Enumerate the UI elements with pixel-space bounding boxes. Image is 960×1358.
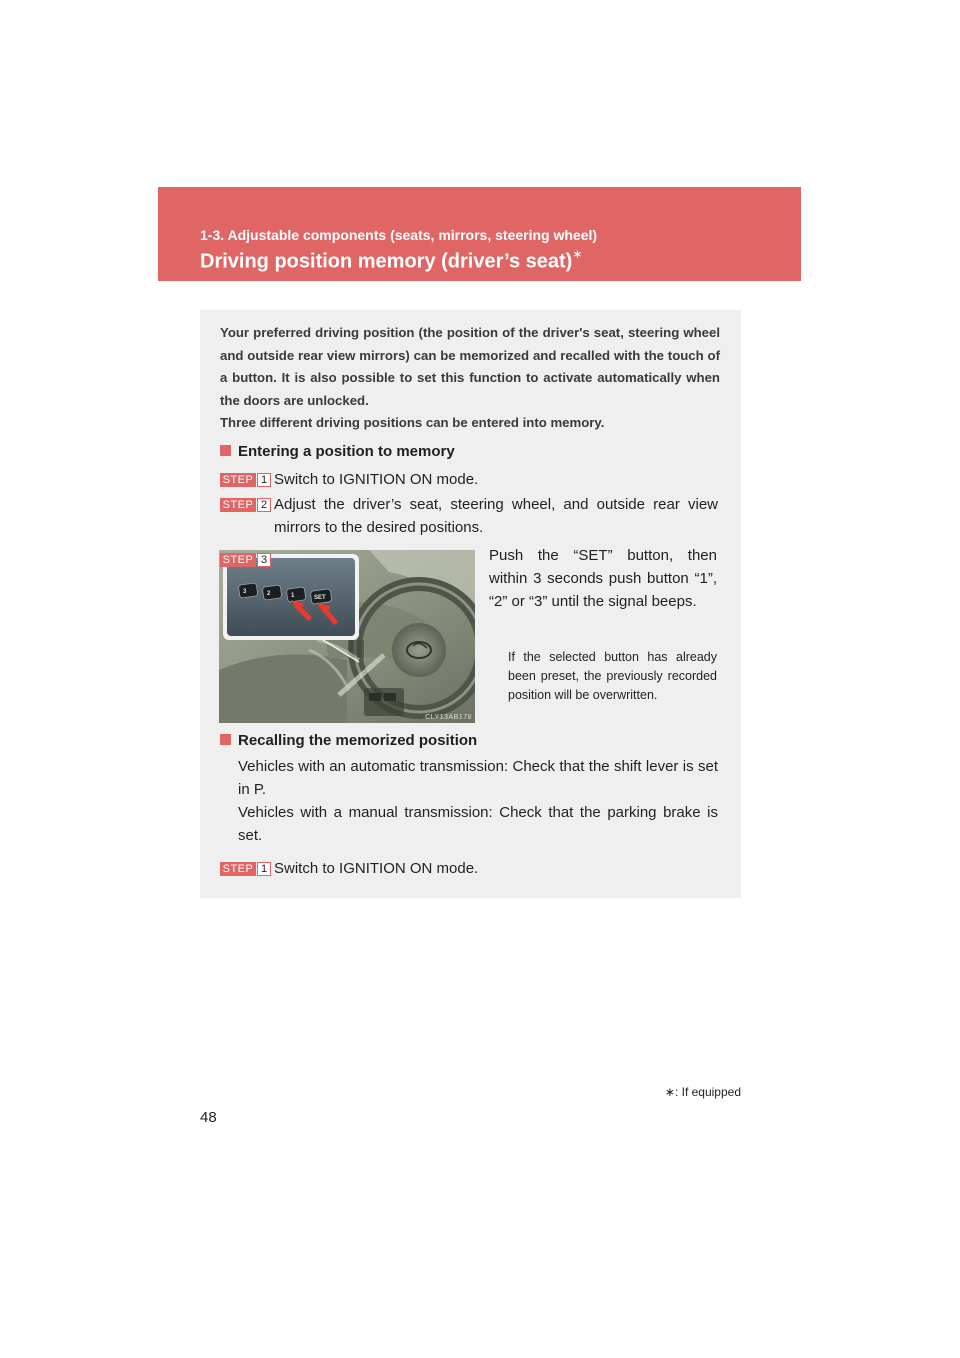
step-text: Switch to IGNITION ON mode. bbox=[274, 471, 479, 488]
door-panel-illustration bbox=[219, 550, 475, 723]
step-label: STEP bbox=[220, 553, 256, 567]
square-bullet-icon bbox=[220, 445, 231, 456]
figure-button-label: 2 bbox=[267, 591, 271, 597]
header-band bbox=[158, 187, 801, 281]
step-label: STEP bbox=[220, 862, 256, 876]
step-text: Switch to IGNITION ON mode. bbox=[274, 860, 479, 877]
step-number: 3 bbox=[257, 553, 271, 567]
recalling-body bbox=[238, 755, 718, 847]
figure-button-label: SET bbox=[314, 595, 326, 601]
recalling-heading bbox=[220, 732, 477, 749]
step-text: Push the “SET” button, then within 3 seconds push button “1”, “2” or “3” until the signal beeps. bbox=[489, 547, 717, 610]
intro-text bbox=[220, 322, 720, 435]
page-title-text: Driving position memory (driver’s seat) bbox=[200, 250, 573, 273]
entering-heading-text: Entering a position to memory bbox=[238, 443, 455, 460]
step-number: 1 bbox=[257, 473, 271, 487]
recalling-heading-text: Recalling the memorized position bbox=[238, 732, 478, 749]
step-badge bbox=[220, 553, 270, 567]
note-text: If the selected button has already been preset, the previously recorded position will be overwritten. bbox=[508, 650, 717, 702]
footnote: ∗: If equipped bbox=[664, 1085, 741, 1099]
intro-paragraph: Three different driving positions can be entered into memory. bbox=[220, 415, 605, 430]
step-text: Adjust the driver’s seat, steering wheel, and outside rear view mirrors to the desired positions. bbox=[274, 496, 718, 536]
step-label: STEP bbox=[220, 498, 256, 512]
section-label: 1-3. Adjustable components (seats, mirrors, steering wheel) bbox=[200, 227, 598, 243]
figure-caption: CLY13AB178 bbox=[425, 714, 472, 721]
page-number: 48 bbox=[200, 1109, 217, 1126]
figure-button-label: 1 bbox=[291, 593, 295, 599]
step-badge bbox=[220, 498, 270, 512]
step-label: STEP bbox=[220, 473, 256, 487]
body-paragraph: Vehicles with a manual transmission: Check that the parking brake is set. bbox=[238, 804, 718, 844]
intro-paragraph: Your preferred driving position (the position of the driver's seat, steering wheel and outside rear view mirrors) can be memorized and recalled with the touch of a button. It is also possible to set this function to activate automatically when the doors are unlocked. bbox=[220, 325, 720, 408]
figure-button-label: 3 bbox=[243, 589, 247, 595]
step-badge bbox=[220, 862, 270, 876]
asterisk-mark: ∗ bbox=[572, 247, 583, 261]
memory-switch-figure bbox=[219, 550, 475, 723]
step-number: 2 bbox=[257, 498, 271, 512]
square-bullet-icon bbox=[220, 734, 231, 745]
page-title bbox=[200, 249, 582, 274]
step-badge bbox=[220, 473, 270, 487]
step-number: 1 bbox=[257, 862, 271, 876]
content-box bbox=[200, 310, 741, 898]
entering-heading bbox=[220, 443, 455, 460]
body-paragraph: Vehicles with an automatic transmission: Check that the shift lever is set in P. bbox=[238, 758, 718, 798]
